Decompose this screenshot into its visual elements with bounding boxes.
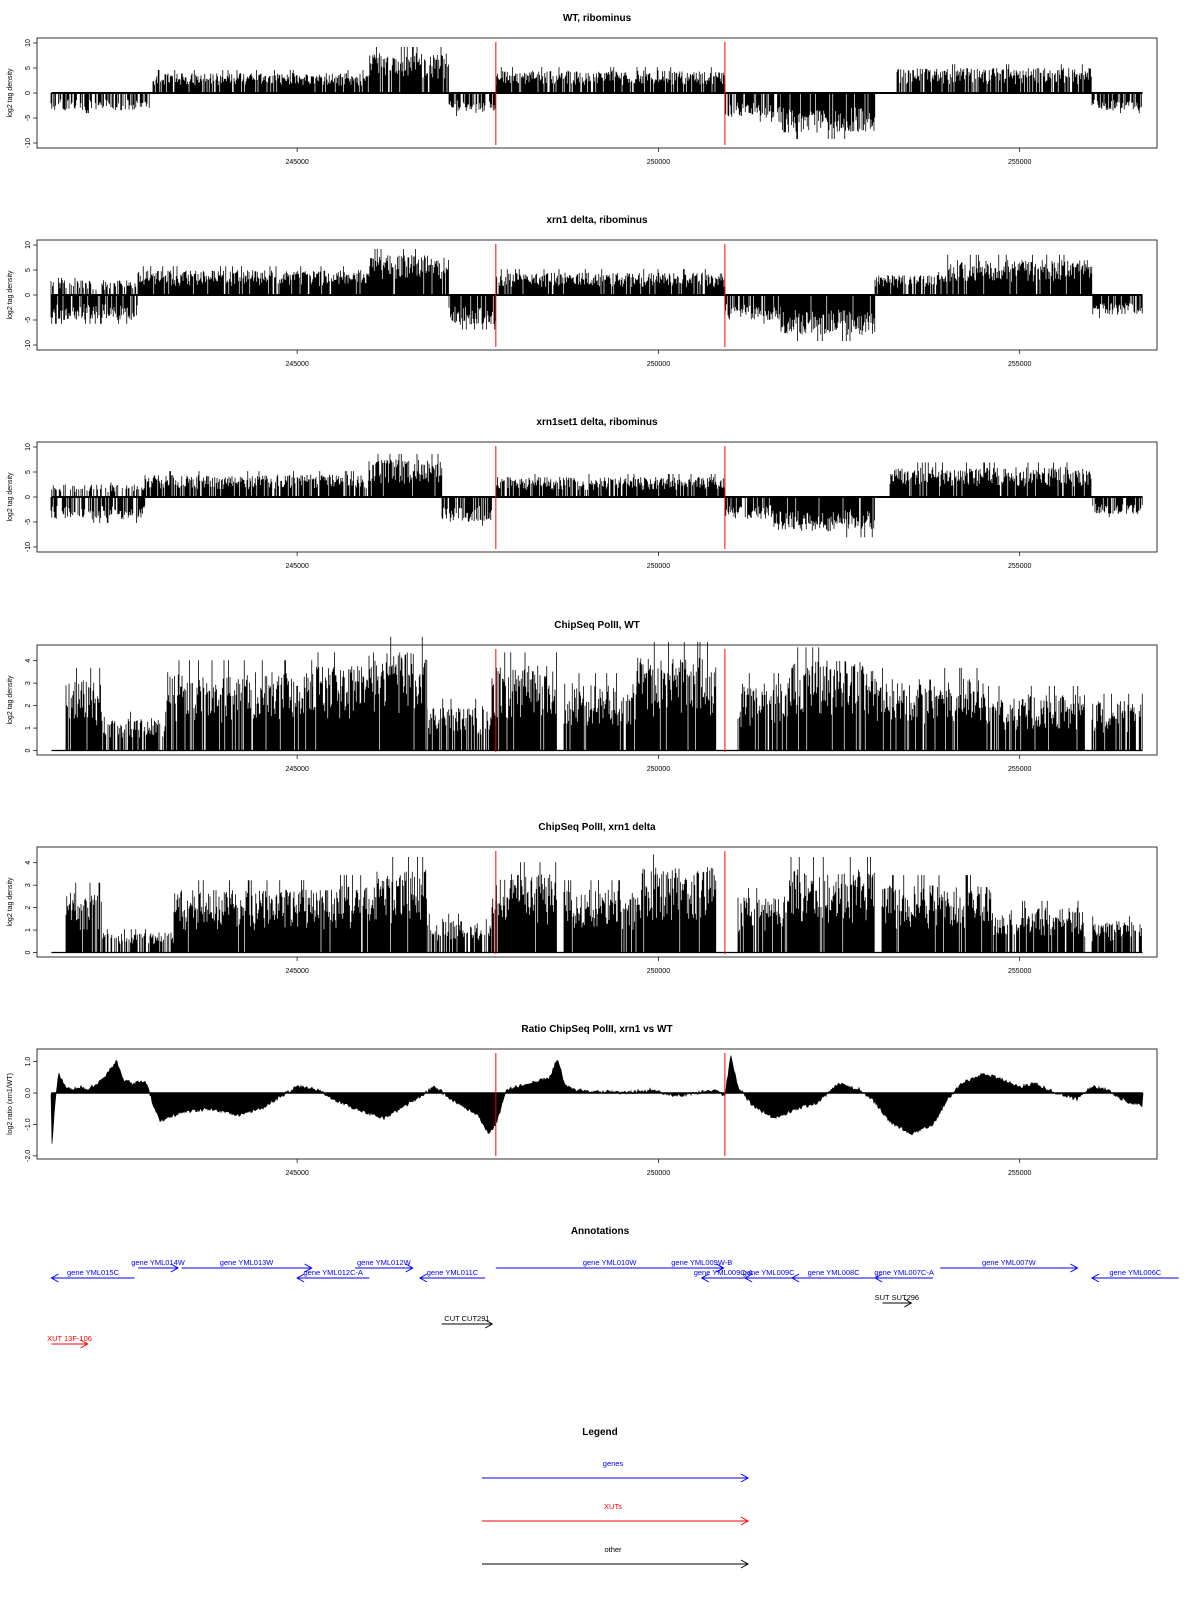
y-tick-label: 5 bbox=[25, 268, 32, 272]
annotation-xut-13f-106 bbox=[47, 1334, 92, 1348]
legend-label: genes bbox=[602, 1459, 624, 1468]
x-tick-label: 245000 bbox=[285, 361, 309, 368]
y-tick-label: 0.0 bbox=[25, 1088, 32, 1098]
annotation-label: gene YML009C-A bbox=[693, 1268, 754, 1277]
y-tick-label: 0 bbox=[25, 293, 32, 297]
y-tick-label: 5 bbox=[25, 66, 32, 70]
x-tick-label: 250000 bbox=[646, 159, 671, 166]
legend-arrow bbox=[482, 1474, 748, 1482]
chart-title: ChipSeq PolII, xrn1 delta bbox=[538, 822, 656, 833]
x-tick-label: 245000 bbox=[285, 1170, 309, 1177]
chart-chipseq_wt bbox=[7, 620, 1157, 773]
legend-title: Legend bbox=[582, 1427, 618, 1438]
x-tick-label: 250000 bbox=[646, 563, 671, 570]
y-tick-label: 10 bbox=[25, 39, 32, 47]
annotation-label: gene YML015C bbox=[67, 1268, 119, 1277]
y-tick-label: -10 bbox=[25, 541, 32, 553]
y-tick-label: 5 bbox=[25, 470, 32, 474]
legend-item-xuts bbox=[482, 1502, 748, 1525]
data-bars-chipseq_xrn1 bbox=[66, 854, 1142, 952]
annotation-label: gene YML011C bbox=[426, 1268, 479, 1277]
x-tick-label: 245000 bbox=[285, 968, 309, 975]
annotation-label: gene YML012C-A bbox=[303, 1268, 364, 1277]
chart-title: Ratio ChipSeq PolII, xrn1 vs WT bbox=[521, 1024, 673, 1035]
annotation-gene-yml012c-a bbox=[297, 1268, 369, 1282]
annotations-title: Annotations bbox=[570, 1226, 630, 1237]
annotation-label: gene YML009W-B bbox=[671, 1258, 733, 1267]
y-tick-label: 1 bbox=[25, 726, 32, 731]
x-tick-label: 245000 bbox=[285, 766, 309, 773]
annotation-label: gene YML008C bbox=[807, 1268, 860, 1277]
chart-title: WT, ribominus bbox=[562, 13, 632, 24]
y-tick-label: 4 bbox=[25, 860, 32, 865]
y-axis-label: log2 tag density bbox=[7, 472, 14, 522]
annotation-label: gene YML012W bbox=[357, 1258, 411, 1267]
annotation-gene-yml008c bbox=[792, 1268, 875, 1282]
y-tick-label: 3 bbox=[25, 883, 32, 888]
x-tick-label: 255000 bbox=[1008, 159, 1032, 166]
plot-panels bbox=[7, 13, 1157, 1177]
y-axis-label: log2 tag density bbox=[7, 877, 14, 927]
x-tick-label: 250000 bbox=[646, 766, 671, 773]
legend-item-other bbox=[482, 1545, 748, 1568]
x-tick-label: 250000 bbox=[646, 968, 671, 975]
chart-xrn1set1_ribominus bbox=[7, 417, 1157, 570]
annotation-cut-cut291 bbox=[442, 1314, 493, 1328]
annotation-gene-yml014w bbox=[131, 1258, 186, 1272]
y-tick-label: -5 bbox=[25, 316, 32, 324]
y-axis-label: log2 tag density bbox=[7, 270, 14, 320]
annotation-gene-yml013w bbox=[182, 1258, 312, 1272]
y-tick-label: 10 bbox=[25, 443, 32, 451]
y-tick-label: 0 bbox=[25, 950, 32, 955]
annotation-gene-yml015c bbox=[51, 1268, 134, 1282]
data-bars-xrn1set1_ribominus bbox=[51, 454, 1142, 537]
chart-title: ChipSeq PolII, WT bbox=[554, 620, 640, 631]
chart-chipseq_xrn1 bbox=[7, 822, 1157, 975]
legend-arrow bbox=[482, 1517, 748, 1525]
x-tick-label: 250000 bbox=[646, 1170, 671, 1177]
x-tick-label: 255000 bbox=[1008, 361, 1032, 368]
annotation-gene-yml009c bbox=[743, 1268, 796, 1282]
x-tick-label: 245000 bbox=[285, 563, 309, 570]
y-tick-label: -5 bbox=[25, 518, 32, 526]
annotation-gene-yml006c bbox=[1092, 1268, 1179, 1282]
annotation-label: gene YML006C bbox=[1109, 1268, 1162, 1277]
x-tick-label: 245000 bbox=[285, 159, 309, 166]
y-tick-label: -2.0 bbox=[25, 1149, 32, 1162]
y-tick-label: -10 bbox=[25, 137, 32, 149]
y-tick-label: 2 bbox=[25, 703, 32, 708]
y-tick-label: 0 bbox=[25, 91, 32, 95]
annotation-label: CUT CUT291 bbox=[444, 1314, 490, 1323]
chart-title: xrn1set1 delta, ribominus bbox=[536, 417, 658, 428]
legend bbox=[482, 1427, 748, 1568]
y-axis-label: log2 tag density bbox=[7, 675, 14, 725]
annotation-label: SUT SUT296 bbox=[874, 1293, 920, 1302]
legend-arrow bbox=[482, 1560, 748, 1568]
y-axis-label: log2 tag density bbox=[7, 68, 14, 118]
chart-title: xrn1 delta, ribominus bbox=[546, 215, 648, 226]
y-tick-label: -10 bbox=[25, 339, 32, 351]
y-tick-label: 0 bbox=[25, 495, 32, 499]
annotation-label: gene YML013W bbox=[219, 1258, 274, 1267]
y-axis-label: log2 ratio (xrn1/WT) bbox=[7, 1073, 14, 1135]
annotation-label: gene YML010W bbox=[582, 1258, 637, 1267]
annotation-gene-yml011c bbox=[420, 1268, 485, 1282]
y-tick-label: 1.0 bbox=[25, 1056, 32, 1067]
annotation-label: gene YML007C-A bbox=[874, 1268, 934, 1277]
y-tick-label: -1.0 bbox=[25, 1118, 32, 1131]
x-tick-label: 250000 bbox=[646, 361, 671, 368]
annotation-gene-yml012w bbox=[355, 1258, 413, 1272]
annotation-label: XUT 13F-106 bbox=[47, 1334, 92, 1343]
x-tick-label: 255000 bbox=[1008, 563, 1032, 570]
y-tick-label: 0 bbox=[25, 748, 32, 753]
annotation-gene-yml007c-a bbox=[874, 1268, 933, 1282]
legend-label: other bbox=[604, 1545, 622, 1554]
x-tick-label: 255000 bbox=[1008, 1170, 1032, 1177]
y-tick-label: 2 bbox=[25, 905, 32, 910]
x-tick-label: 255000 bbox=[1008, 766, 1032, 773]
x-tick-label: 255000 bbox=[1008, 968, 1032, 975]
data-bars-chipseq_wt bbox=[66, 637, 1142, 751]
annotation-label: gene YML014W bbox=[131, 1258, 185, 1267]
y-tick-label: 10 bbox=[25, 241, 32, 249]
annotation-sut-sut296 bbox=[875, 1293, 919, 1307]
legend-label: XUTs bbox=[604, 1502, 622, 1511]
chart-ratio_chipseq bbox=[7, 1024, 1157, 1177]
data-area-ratio_chipseq bbox=[51, 1056, 1143, 1144]
annotations-track bbox=[47, 1226, 1179, 1348]
chart-wt_ribominus bbox=[7, 13, 1157, 166]
legend-item-genes bbox=[482, 1459, 748, 1482]
annotation-label: gene YML009C bbox=[742, 1268, 795, 1277]
annotation-label: gene YML007W bbox=[982, 1258, 1036, 1267]
chart-xrn1_ribominus bbox=[7, 215, 1157, 368]
y-tick-label: 1 bbox=[25, 928, 32, 933]
annotation-gene-yml007w bbox=[940, 1258, 1077, 1272]
y-tick-label: 3 bbox=[25, 681, 32, 686]
y-tick-label: 4 bbox=[25, 658, 32, 663]
y-tick-label: -5 bbox=[25, 114, 32, 122]
